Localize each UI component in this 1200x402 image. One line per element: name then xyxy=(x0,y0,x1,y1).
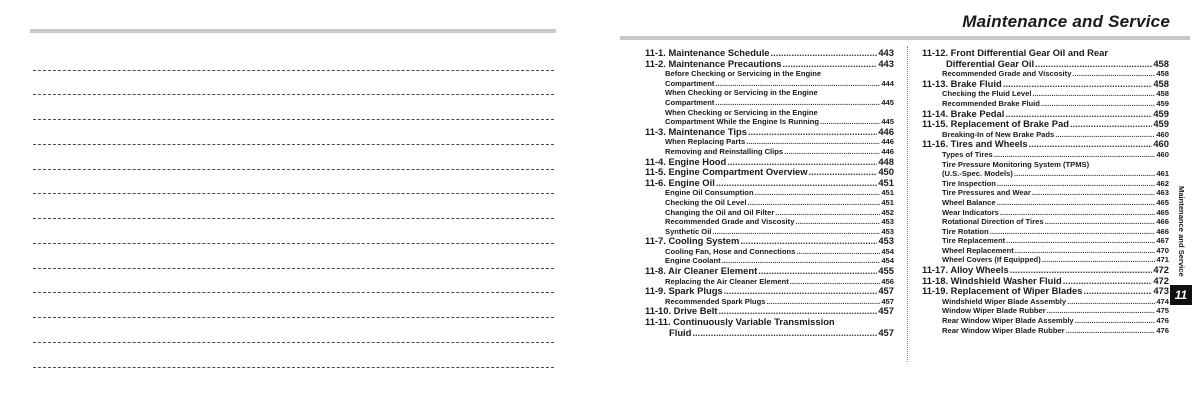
toc-leader-dots xyxy=(809,167,878,178)
note-line xyxy=(33,292,554,293)
toc-page-number: 453 xyxy=(881,226,894,236)
toc-leader-dots xyxy=(748,127,877,138)
toc-leader-dots xyxy=(716,178,878,189)
toc-leader-dots xyxy=(1035,59,1152,70)
toc-entry-title: Windshield Wiper Blade Assembly xyxy=(942,296,1067,306)
toc-entry-section[interactable] xyxy=(922,119,1169,130)
toc-page-number: 472 xyxy=(1153,275,1169,286)
note-line xyxy=(33,367,554,368)
toc-entry-section[interactable] xyxy=(645,167,894,178)
toc-leader-dots xyxy=(783,59,878,70)
toc-entry-title: 11-13. Brake Fluid xyxy=(922,78,1002,89)
toc-leader-dots xyxy=(1000,208,1155,218)
toc-leader-dots xyxy=(766,297,880,307)
toc-page-number: 458 xyxy=(1153,58,1169,69)
toc-entry-subsection[interactable] xyxy=(645,98,894,108)
toc-page-number: 454 xyxy=(881,256,894,266)
toc-leader-dots xyxy=(990,227,1156,237)
toc-entry-title: 11-8. Air Cleaner Element xyxy=(645,266,758,277)
toc-page-number: 459 xyxy=(1156,98,1169,108)
note-line xyxy=(33,94,554,95)
note-line xyxy=(33,268,554,269)
note-line xyxy=(33,193,554,194)
toc-leader-dots xyxy=(1042,255,1156,265)
toc-entry-subsection[interactable] xyxy=(645,227,894,237)
toc-leader-dots xyxy=(784,147,880,157)
toc-entry-title: When Replacing Parts xyxy=(665,137,746,147)
toc-leader-dots xyxy=(1083,286,1152,297)
toc-entry-title: Wear Indicators xyxy=(942,207,999,217)
toc-leader-dots xyxy=(790,277,881,287)
toc-entry-title: 11-17. Alloy Wheels xyxy=(922,265,1009,276)
toc-leader-dots xyxy=(715,98,880,108)
toc-entry-subsection[interactable] xyxy=(922,208,1169,218)
toc-column-right xyxy=(922,48,1169,335)
toc-leader-dots xyxy=(1075,316,1156,326)
side-tab-label: Maintenance and Service xyxy=(1177,186,1186,277)
toc-entry-title: Changing the Oil and Oil Filter xyxy=(665,207,775,217)
toc-leader-dots xyxy=(1032,188,1156,198)
toc-entry-subsection[interactable] xyxy=(645,117,894,127)
toc-entry-title: Differential Gear Oil xyxy=(946,58,1035,69)
toc-leader-dots xyxy=(1010,265,1153,276)
toc-leader-dots xyxy=(715,79,880,89)
note-line xyxy=(33,70,554,71)
toc-entry-title: Wheel Balance xyxy=(942,197,996,207)
toc-leader-dots xyxy=(796,247,880,257)
toc-entry-section[interactable] xyxy=(645,328,894,339)
toc-page-number: 446 xyxy=(881,137,894,147)
toc-leader-dots xyxy=(1006,236,1155,246)
toc-leader-dots xyxy=(1015,246,1156,256)
toc-leader-dots xyxy=(1029,139,1153,150)
toc-entry-section[interactable] xyxy=(922,286,1169,297)
toc-entry-title: Checking the Oil Level xyxy=(665,197,747,207)
toc-entry-title: 11-9. Spark Plugs xyxy=(645,286,723,297)
toc-entry-title: Rotational Direction of Tires xyxy=(942,217,1044,227)
note-line xyxy=(33,342,554,343)
toc-leader-dots xyxy=(1072,69,1155,79)
toc-entry-title: 11-6. Engine Oil xyxy=(645,177,715,188)
toc-leader-dots xyxy=(1063,276,1153,287)
toc-leader-dots xyxy=(997,179,1155,189)
note-line xyxy=(33,317,554,318)
toc-page-number: 458 xyxy=(1156,89,1169,99)
toc-page-number: 460 xyxy=(1153,139,1169,150)
toc-entry-title: Window Wiper Blade Rubber xyxy=(942,306,1046,316)
toc-entry-title: 11-2. Maintenance Precautions xyxy=(645,58,782,69)
toc-entry-subsection[interactable] xyxy=(645,137,894,147)
toc-entry-title: 11-1. Maintenance Schedule xyxy=(645,48,770,58)
toc-entry-title: Compartment While the Engine Is Running xyxy=(665,117,819,127)
toc-leader-dots xyxy=(1005,109,1152,120)
toc-entry-title: Compartment xyxy=(665,97,715,107)
toc-entry-title: 11-19. Replacement of Wiper Blades xyxy=(922,286,1083,297)
toc-page-number: 445 xyxy=(881,117,894,127)
toc-leader-dots xyxy=(997,198,1156,208)
toc-leader-dots xyxy=(1045,217,1156,227)
toc-page-number: 462 xyxy=(1156,178,1169,188)
toc-leader-dots xyxy=(1003,79,1153,90)
toc-entry-subsection[interactable] xyxy=(645,79,894,89)
toc-page-number: 445 xyxy=(881,97,894,107)
toc-entry-section[interactable] xyxy=(922,109,1169,120)
toc-entry-heading-line: When Checking or Servicing in the Engine xyxy=(665,88,818,98)
toc-page-number: 463 xyxy=(1156,188,1169,198)
toc-page-number: 453 xyxy=(878,236,894,247)
toc-page-number: 472 xyxy=(1153,265,1169,276)
toc-page-number: 457 xyxy=(878,286,894,297)
toc-page-number: 457 xyxy=(878,306,894,317)
notes-top-rule xyxy=(30,29,556,33)
toc-entry-title: Recommended Grade and Viscosity xyxy=(665,217,795,227)
toc-entry-title: Tire Pressures and Wear xyxy=(942,188,1031,198)
toc-page-number: 467 xyxy=(1156,236,1169,246)
toc-page-number: 451 xyxy=(881,197,894,207)
toc-page-number: 446 xyxy=(878,126,894,137)
toc-entry-title: Breaking-In of New Brake Pads xyxy=(942,129,1055,139)
toc-entry-heading-line: 11-11. Continuously Variable Transmission xyxy=(645,316,835,328)
header-rule xyxy=(620,36,1190,40)
toc-page-number: 444 xyxy=(881,78,894,88)
toc-page-number: 450 xyxy=(878,167,894,178)
toc-entry-title: 11-4. Engine Hood xyxy=(645,156,727,167)
toc-entry-subsection[interactable] xyxy=(922,69,1169,79)
toc-page-number: 474 xyxy=(1156,296,1169,306)
toc-page-number: 456 xyxy=(881,276,894,286)
toc-entry-subsection[interactable] xyxy=(922,236,1169,246)
toc-entry-subsection[interactable] xyxy=(645,256,894,266)
toc-entry-title: Tire Inspection xyxy=(942,178,996,188)
toc-entry-title: Removing and Reinstalling Clips xyxy=(665,146,784,156)
toc-leader-dots xyxy=(747,198,880,208)
toc-entry-subsection[interactable] xyxy=(922,297,1169,307)
toc-leader-dots xyxy=(1041,99,1155,109)
toc-entry-section[interactable] xyxy=(645,59,894,70)
toc-entry-subsection[interactable] xyxy=(922,89,1169,99)
toc-entry-subsection[interactable] xyxy=(645,297,894,307)
toc-entry-subsection[interactable] xyxy=(922,99,1169,109)
toc-entry-section[interactable] xyxy=(922,276,1169,287)
note-line xyxy=(33,243,554,244)
toc-entry-heading-line: Before Checking or Servicing in the Engine xyxy=(665,69,822,79)
toc-page-number: 452 xyxy=(881,207,894,217)
toc-entry-title: Checking the Fluid Level xyxy=(942,89,1032,99)
toc-entry-title: (U.S.-Spec. Models) xyxy=(942,169,1013,179)
toc-entry-title: Tire Rotation xyxy=(942,226,989,236)
toc-entry-title: 11-14. Brake Pedal xyxy=(922,108,1005,119)
toc-page-number: 451 xyxy=(881,188,894,198)
toc-entry-section[interactable] xyxy=(645,266,894,277)
toc-leader-dots xyxy=(1066,326,1156,336)
toc-page-number: 454 xyxy=(881,246,894,256)
toc-entry-section[interactable] xyxy=(922,59,1169,70)
toc-page-number: 465 xyxy=(1156,197,1169,207)
toc-page-number: 457 xyxy=(878,327,894,338)
toc-entry-title: Fluid xyxy=(669,327,692,338)
toc-entry-title: Tire Replacement xyxy=(942,236,1006,246)
toc-entry-title: 11-7. Cooling System xyxy=(645,236,740,247)
toc-page-number: 465 xyxy=(1156,207,1169,217)
toc-leader-dots xyxy=(758,266,877,277)
toc-entry-title: Replacing the Air Cleaner Element xyxy=(665,276,789,286)
toc-page-number: 455 xyxy=(878,266,894,277)
toc-entry-subsection[interactable] xyxy=(922,169,1169,179)
toc-entry-subsection[interactable] xyxy=(922,188,1169,198)
toc-page-number: 476 xyxy=(1156,316,1169,326)
toc-entry-title: Engine Oil Consumption xyxy=(665,188,754,198)
toc-entry-title: Synthetic Oil xyxy=(665,226,712,236)
toc-entry-subsection[interactable] xyxy=(922,150,1169,160)
toc-entry-section[interactable] xyxy=(922,265,1169,276)
toc-entry-subsection[interactable] xyxy=(645,247,894,257)
toc-entry-title: 11-18. Windshield Washer Fluid xyxy=(922,275,1062,286)
toc-entry-subsection[interactable] xyxy=(645,208,894,218)
toc-entry-subsection[interactable] xyxy=(922,306,1169,316)
toc-leader-dots xyxy=(1047,306,1156,316)
toc-page-number: 461 xyxy=(1156,169,1169,179)
toc-entry-subsection[interactable] xyxy=(922,255,1169,265)
toc-page-number: 460 xyxy=(1156,149,1169,159)
note-line xyxy=(33,144,554,145)
toc-entry-title: 11-10. Drive Belt xyxy=(645,306,718,317)
note-line xyxy=(33,218,554,219)
toc-entry-section[interactable] xyxy=(645,127,894,138)
toc-page-number: 458 xyxy=(1156,69,1169,79)
toc-leader-dots xyxy=(1070,119,1152,130)
toc-page-number: 475 xyxy=(1156,306,1169,316)
note-line xyxy=(33,119,554,120)
toc-leader-dots xyxy=(740,236,877,247)
toc-entry-title: 11-5. Engine Compartment Overview xyxy=(645,167,808,178)
toc-entry-subsection[interactable] xyxy=(922,130,1169,140)
toc-leader-dots xyxy=(1067,297,1155,307)
toc-entry-title: Compartment xyxy=(665,78,715,88)
toc-entry-title: Engine Coolant xyxy=(665,256,721,266)
toc-entry-subsection[interactable] xyxy=(645,188,894,198)
toc-entry-subsection[interactable] xyxy=(645,147,894,157)
toc-leader-dots xyxy=(727,157,877,168)
toc-entry-subsection[interactable] xyxy=(922,217,1169,227)
note-line xyxy=(33,169,554,170)
toc-entry-subsection[interactable] xyxy=(922,198,1169,208)
toc-entry-heading-line: 11-12. Front Differential Gear Oil and Rear xyxy=(922,47,1108,58)
toc-entry-subsection[interactable] xyxy=(922,246,1169,256)
toc-entry-section[interactable] xyxy=(645,286,894,297)
toc-page-number: 446 xyxy=(881,146,894,156)
toc-entry-title: 11-15. Replacement of Brake Pad xyxy=(922,119,1069,130)
toc-entry-title: Recommended Grade and Viscosity xyxy=(942,69,1072,79)
toc-entry-section[interactable] xyxy=(645,236,894,247)
toc-entry-title: Recommended Spark Plugs xyxy=(665,296,766,306)
toc-entry-title: Cooling Fan, Hose and Connections xyxy=(665,246,796,256)
toc-leader-dots xyxy=(775,208,880,218)
toc-entry-title: Wheel Replacement xyxy=(942,245,1014,255)
toc-page-number: 453 xyxy=(881,217,894,227)
toc-leader-dots xyxy=(820,117,880,127)
toc-entry-title: Recommended Brake Fluid xyxy=(942,98,1040,108)
toc-entry-subsection[interactable] xyxy=(645,217,894,227)
toc-page-number: 443 xyxy=(878,58,894,69)
toc-entry-section[interactable] xyxy=(922,79,1169,90)
toc-entry-title: 11-16. Tires and Wheels xyxy=(922,139,1028,150)
toc-page-number: 460 xyxy=(1156,129,1169,139)
toc-entry-subsection[interactable] xyxy=(922,227,1169,237)
toc-column-left xyxy=(645,48,894,338)
toc-leader-dots xyxy=(1032,89,1155,99)
toc-leader-dots xyxy=(771,48,878,59)
column-divider xyxy=(907,46,908,362)
toc-leader-dots xyxy=(1055,130,1155,140)
toc-entry-subsection[interactable] xyxy=(645,277,894,287)
toc-entry-subsection[interactable] xyxy=(922,179,1169,189)
toc-page-number: 473 xyxy=(1153,286,1169,297)
toc-page-number: 459 xyxy=(1153,119,1169,130)
toc-leader-dots xyxy=(755,188,881,198)
toc-leader-dots xyxy=(724,286,878,297)
toc-entry-title: Types of Tires xyxy=(942,149,993,159)
toc-entry-subsection[interactable] xyxy=(922,326,1169,336)
toc-page-number: 459 xyxy=(1153,108,1169,119)
toc-page-number: 476 xyxy=(1156,325,1169,335)
toc-page-number: 458 xyxy=(1153,78,1169,89)
toc-entry-heading-line: Tire Pressure Monitoring System (TPMS) xyxy=(942,159,1090,169)
toc-leader-dots xyxy=(712,227,880,237)
toc-page-number: 471 xyxy=(1156,255,1169,265)
toc-entry-section[interactable] xyxy=(645,157,894,168)
toc-leader-dots xyxy=(795,217,880,227)
section-title: Maintenance and Service xyxy=(962,12,1170,31)
toc-leader-dots xyxy=(1014,169,1155,179)
toc-page-number: 470 xyxy=(1156,245,1169,255)
toc-leader-dots xyxy=(692,328,877,339)
toc-page-number: 443 xyxy=(878,48,894,58)
toc-leader-dots xyxy=(722,256,881,266)
toc-entry-subsection[interactable] xyxy=(645,198,894,208)
toc-leader-dots xyxy=(746,137,880,147)
toc-entry-subsection[interactable] xyxy=(922,316,1169,326)
chapter-tab[interactable]: 11 xyxy=(1170,285,1192,305)
toc-entry-section[interactable] xyxy=(645,48,894,59)
toc-page-number: 457 xyxy=(881,296,894,306)
toc-leader-dots xyxy=(994,150,1156,160)
toc-entry-title: Rear Window Wiper Blade Assembly xyxy=(942,316,1074,326)
toc-page-number: 466 xyxy=(1156,217,1169,227)
toc-page-number: 466 xyxy=(1156,226,1169,236)
toc-entry-section[interactable] xyxy=(922,139,1169,150)
toc-entry-title: Wheel Covers (If Equipped) xyxy=(942,255,1041,265)
toc-entry-title: 11-3. Maintenance Tips xyxy=(645,126,747,137)
toc-entry-heading-line: When Checking or Servicing in the Engine xyxy=(665,107,818,117)
toc-entry-title: Rear Window Wiper Blade Rubber xyxy=(942,325,1065,335)
toc-entry-section[interactable] xyxy=(645,178,894,189)
toc-page-number: 448 xyxy=(878,156,894,167)
toc-page-number: 451 xyxy=(878,177,894,188)
